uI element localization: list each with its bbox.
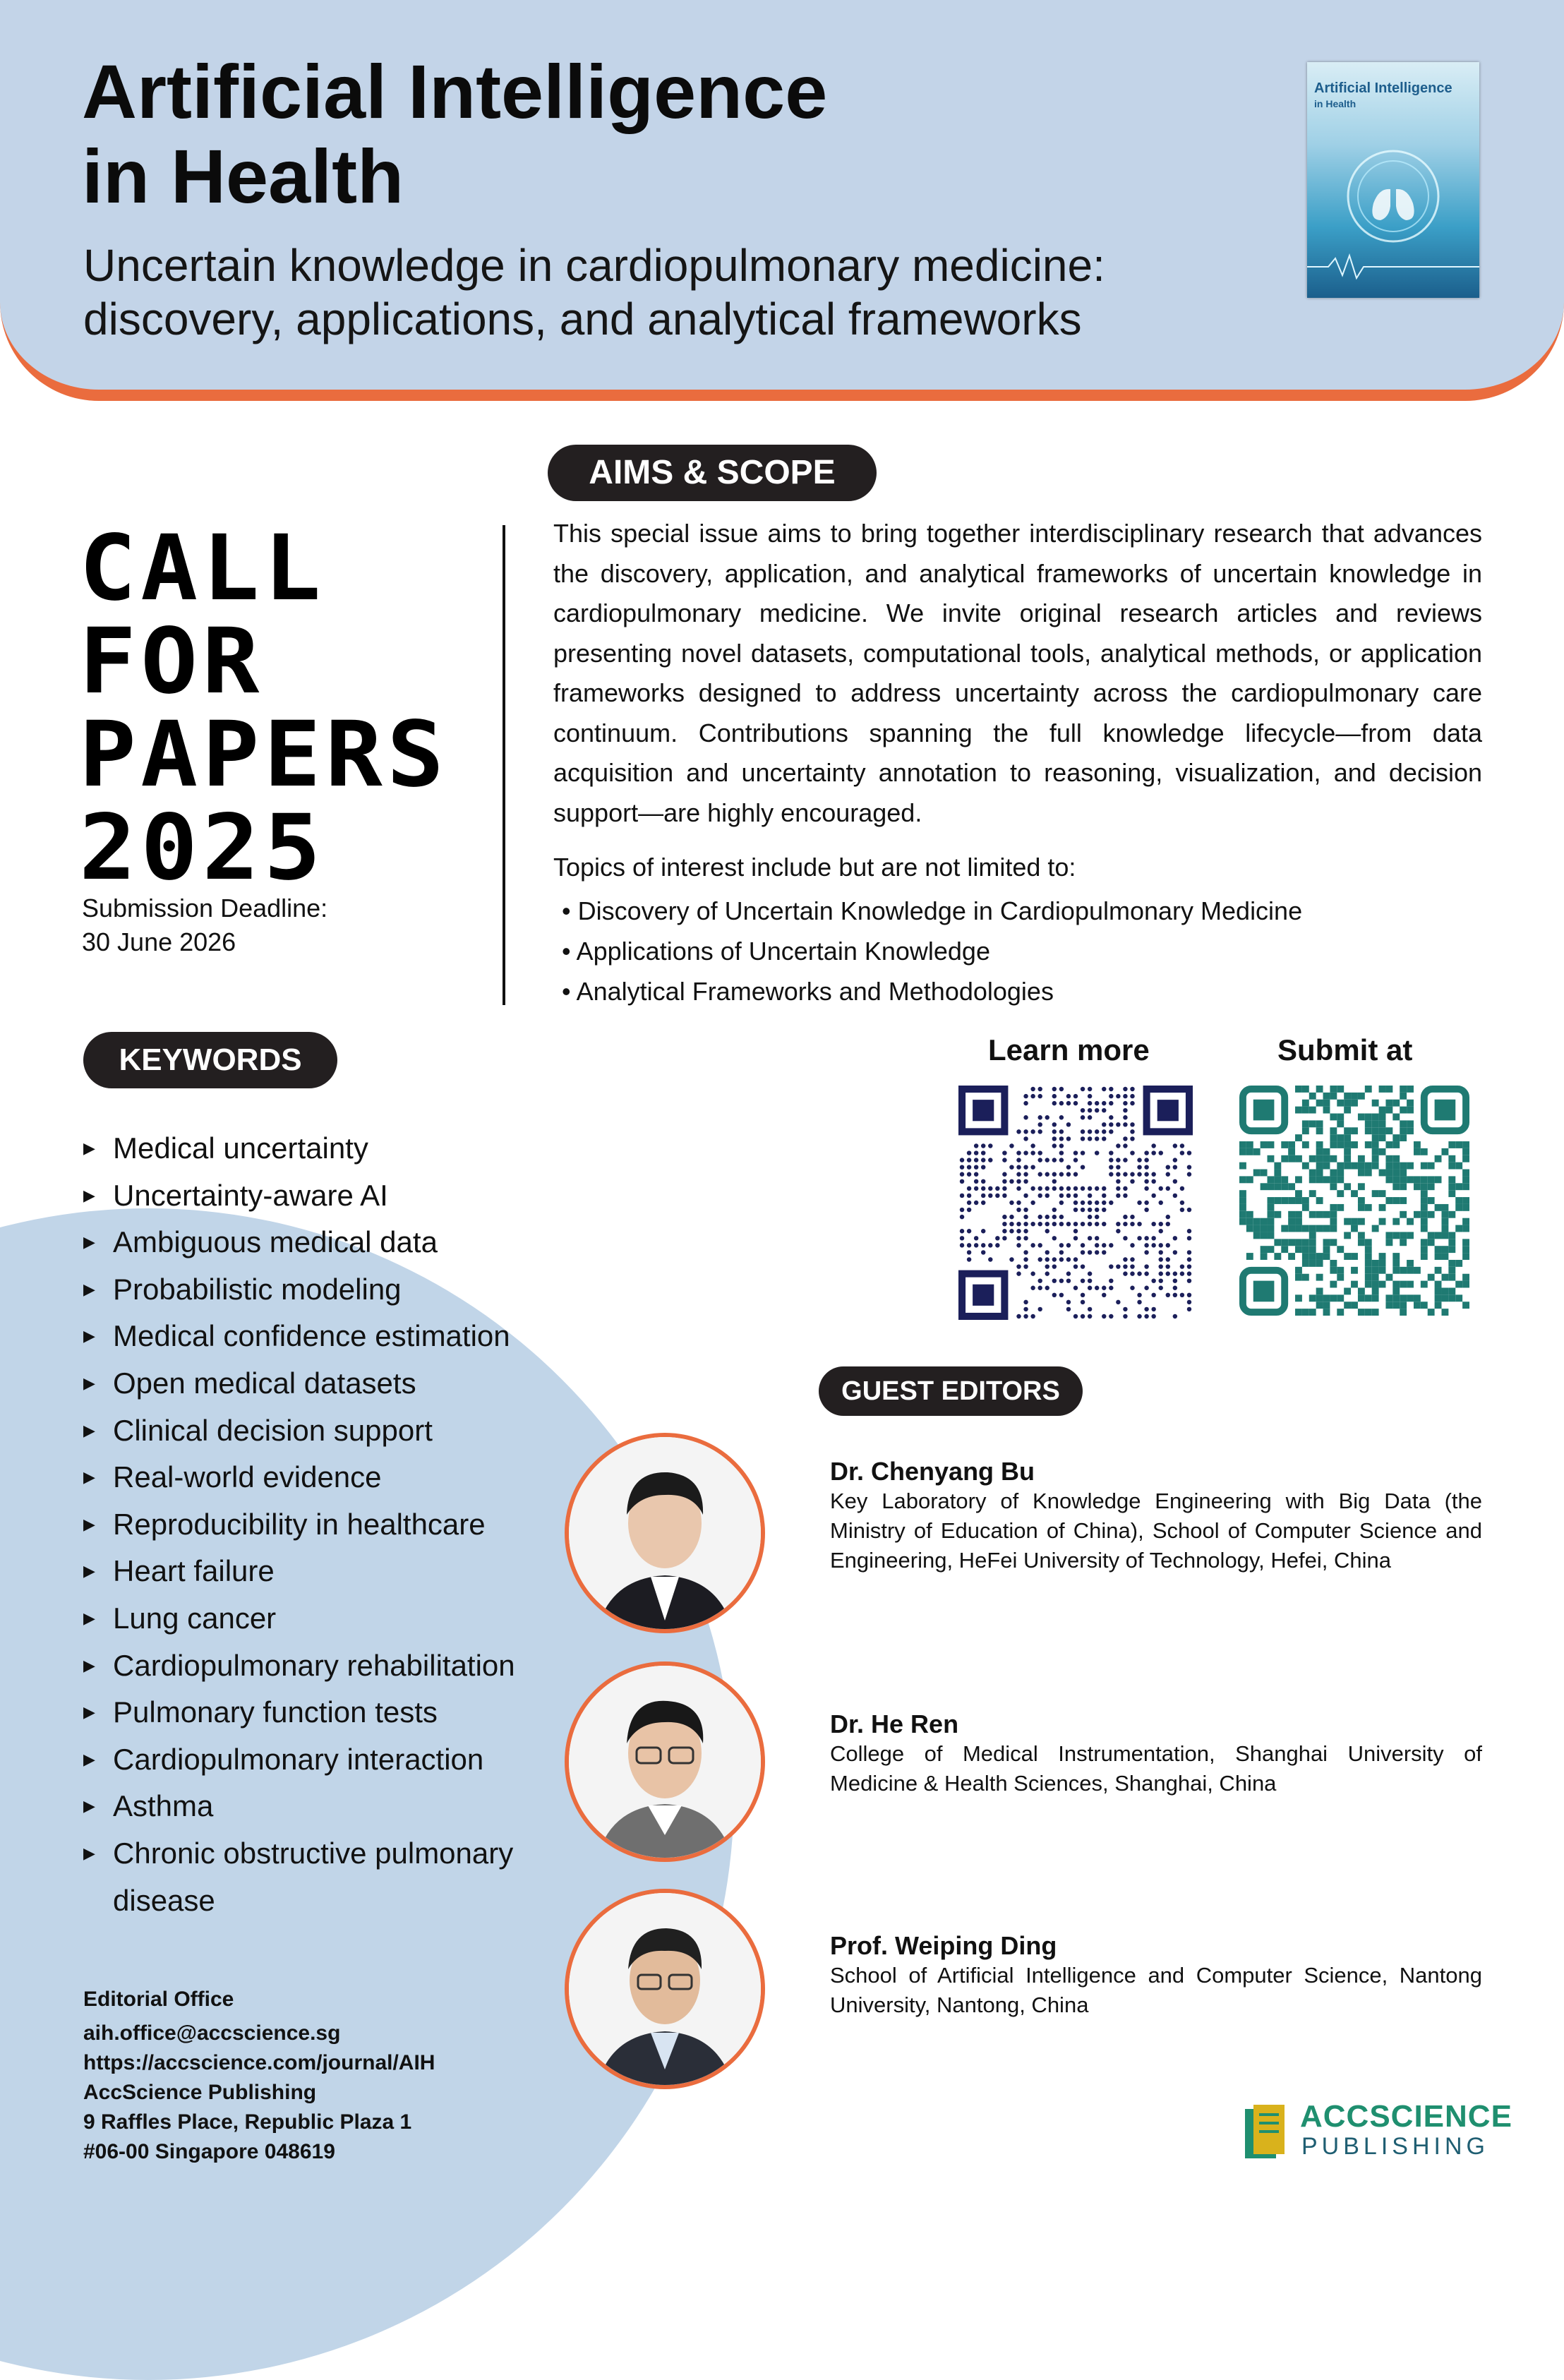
publisher-name: AccScience Publishing [83, 2081, 317, 2104]
header-banner [0, 0, 1564, 401]
topic-item: • Analytical Frameworks and Methodologies [562, 971, 1302, 1011]
keyword-item-continuation: disease [113, 1883, 215, 1917]
cover-title [1314, 80, 1452, 112]
topics-intro: Topics of interest include but are not limited to: [553, 853, 1076, 882]
vertical-divider [503, 525, 505, 1005]
editor-name-ding: Prof. Weiping Ding [830, 1931, 1057, 1960]
keyword-item: ▶ Asthma [83, 1783, 563, 1830]
keyword-item: ▶ Chronic obstructive pulmonary [83, 1830, 563, 1877]
keyword-item: ▶ Heart failure [83, 1548, 563, 1595]
keyword-item: ▶ Reproducibility in healthcare [83, 1501, 563, 1549]
keyword-item: ▶ Lung cancer [83, 1595, 563, 1642]
deadline-label: Submission Deadline: [82, 894, 328, 922]
topic-item: • Discovery of Uncertain Knowledge in Cardiopulmonary Medicine [562, 891, 1302, 931]
editor-affiliation-ren: College of Medical Instrumentation, Shanghai University of Medicine & Health Sciences, Shanghai, China [830, 1741, 1482, 1796]
keyword-item: ▶ Real-world evidence [83, 1454, 563, 1501]
keyword-item: ▶ Probabilistic modeling [83, 1266, 563, 1314]
cover-waveform-graphic [1307, 253, 1479, 281]
journal-title [82, 49, 827, 219]
keywords-heading: KEYWORDS [83, 1032, 337, 1088]
editor-photo-ren [565, 1661, 765, 1862]
special-issue-title [83, 239, 1105, 346]
address-line2: #06-00 Singapore 048619 [83, 2140, 335, 2163]
person-avatar-icon [569, 1666, 761, 1858]
learn-more-qr-code[interactable] [958, 1086, 1193, 1320]
aims-scope-body: This special issue aims to bring together interdisciplinary research that advances the discovery, application, and analytical frameworks of uncertain knowledge in cardiopulmonary medicine. We invite original research articles and reviews presenting novel datasets, computational tools, analytical methods, or application frameworks designed to address uncertainty across the cardiopulmonary care continuum. Contributions spanning the full knowledge lifecycle—from data acquisition and uncertainty annotation to reasoning, visualization, and decision support—are highly encouraged. [553, 519, 1482, 827]
call-for-papers-heading [79, 516, 449, 901]
submit-qr-code[interactable] [1239, 1086, 1469, 1316]
editorial-email[interactable]: aih.office@accscience.sg [83, 2021, 341, 2045]
logo-text-publishing: PUBLISHING [1301, 2133, 1489, 2160]
topic-item: • Applications of Uncertain Knowledge [562, 931, 1302, 971]
topics-list [562, 891, 1302, 1011]
journal-title-line1: Artificial Intelligence [82, 49, 828, 134]
editor-name-ren: Dr. He Ren [830, 1709, 959, 1738]
editor-photo-bu [565, 1433, 765, 1633]
keyword-item: ▶ Cardiopulmonary rehabilitation [83, 1642, 563, 1690]
cfp-line-year: 2025 [79, 795, 325, 901]
book-logo-icon [1242, 2102, 1289, 2161]
cover-title-sub: in Health [1314, 98, 1357, 109]
cfp-line-for: FOR [79, 609, 264, 714]
keywords-list [83, 1125, 563, 1924]
keyword-item: ▶ Uncertainty-aware AI [83, 1172, 563, 1220]
keyword-item: ▶ Medical confidence estimation [83, 1313, 563, 1360]
special-issue-title-line1: Uncertain knowledge in cardiopulmonary medicine: [83, 240, 1105, 291]
editorial-url[interactable]: https://accscience.com/journal/AIH [83, 2051, 435, 2074]
person-avatar-icon [569, 1437, 761, 1629]
submit-at-label: Submit at [1277, 1033, 1413, 1066]
special-issue-title-line2: discovery, applications, and analytical frameworks [83, 294, 1082, 344]
keyword-item: ▶ Cardiopulmonary interaction [83, 1736, 563, 1784]
keyword-item: ▶ Clinical decision support [83, 1407, 563, 1455]
keyword-item: ▶ Ambiguous medical data [83, 1219, 563, 1266]
aims-scope-heading: AIMS & SCOPE [548, 445, 877, 501]
accscience-logo [1242, 2099, 1512, 2163]
learn-more-label: Learn more [988, 1033, 1150, 1066]
cfp-line-papers: PAPERS [79, 702, 449, 807]
guest-editors-heading: GUEST EDITORS [819, 1366, 1083, 1416]
keyword-item: ▶ Pulmonary function tests [83, 1689, 563, 1736]
cfp-line-call: CALL [79, 516, 325, 621]
editor-photo-ding [565, 1889, 765, 2089]
editorial-office-heading: Editorial Office [83, 1988, 234, 2011]
editorial-office [83, 1985, 435, 2167]
keyword-item: ▶ Medical uncertainty [83, 1125, 563, 1172]
logo-text-accscience: ACCSCIENCE [1300, 2099, 1512, 2134]
editor-name-bu: Dr. Chenyang Bu [830, 1457, 1035, 1486]
journal-title-line2: in Health [82, 133, 404, 219]
cover-title-main: Artificial Intelligence [1314, 80, 1452, 96]
journal-cover-image [1307, 62, 1479, 298]
deadline-date: 30 June 2026 [82, 927, 236, 956]
editor-affiliation-bu: Key Laboratory of Knowledge Engineering with Big Data (the Ministry of Education of China), School of Computer Science and Engineering, HeFei University of Technology, Hefei, China [830, 1489, 1482, 1573]
keyword-item: ▶ Open medical datasets [83, 1360, 563, 1407]
person-avatar-icon [569, 1893, 761, 2085]
editor-affiliation-ding: School of Artificial Intelligence and Computer Science, Nantong University, Nantong, China [830, 1963, 1482, 2017]
address-line1: 9 Raffles Place, Republic Plaza 1 [83, 2110, 412, 2134]
lungs-icon [1344, 147, 1443, 246]
